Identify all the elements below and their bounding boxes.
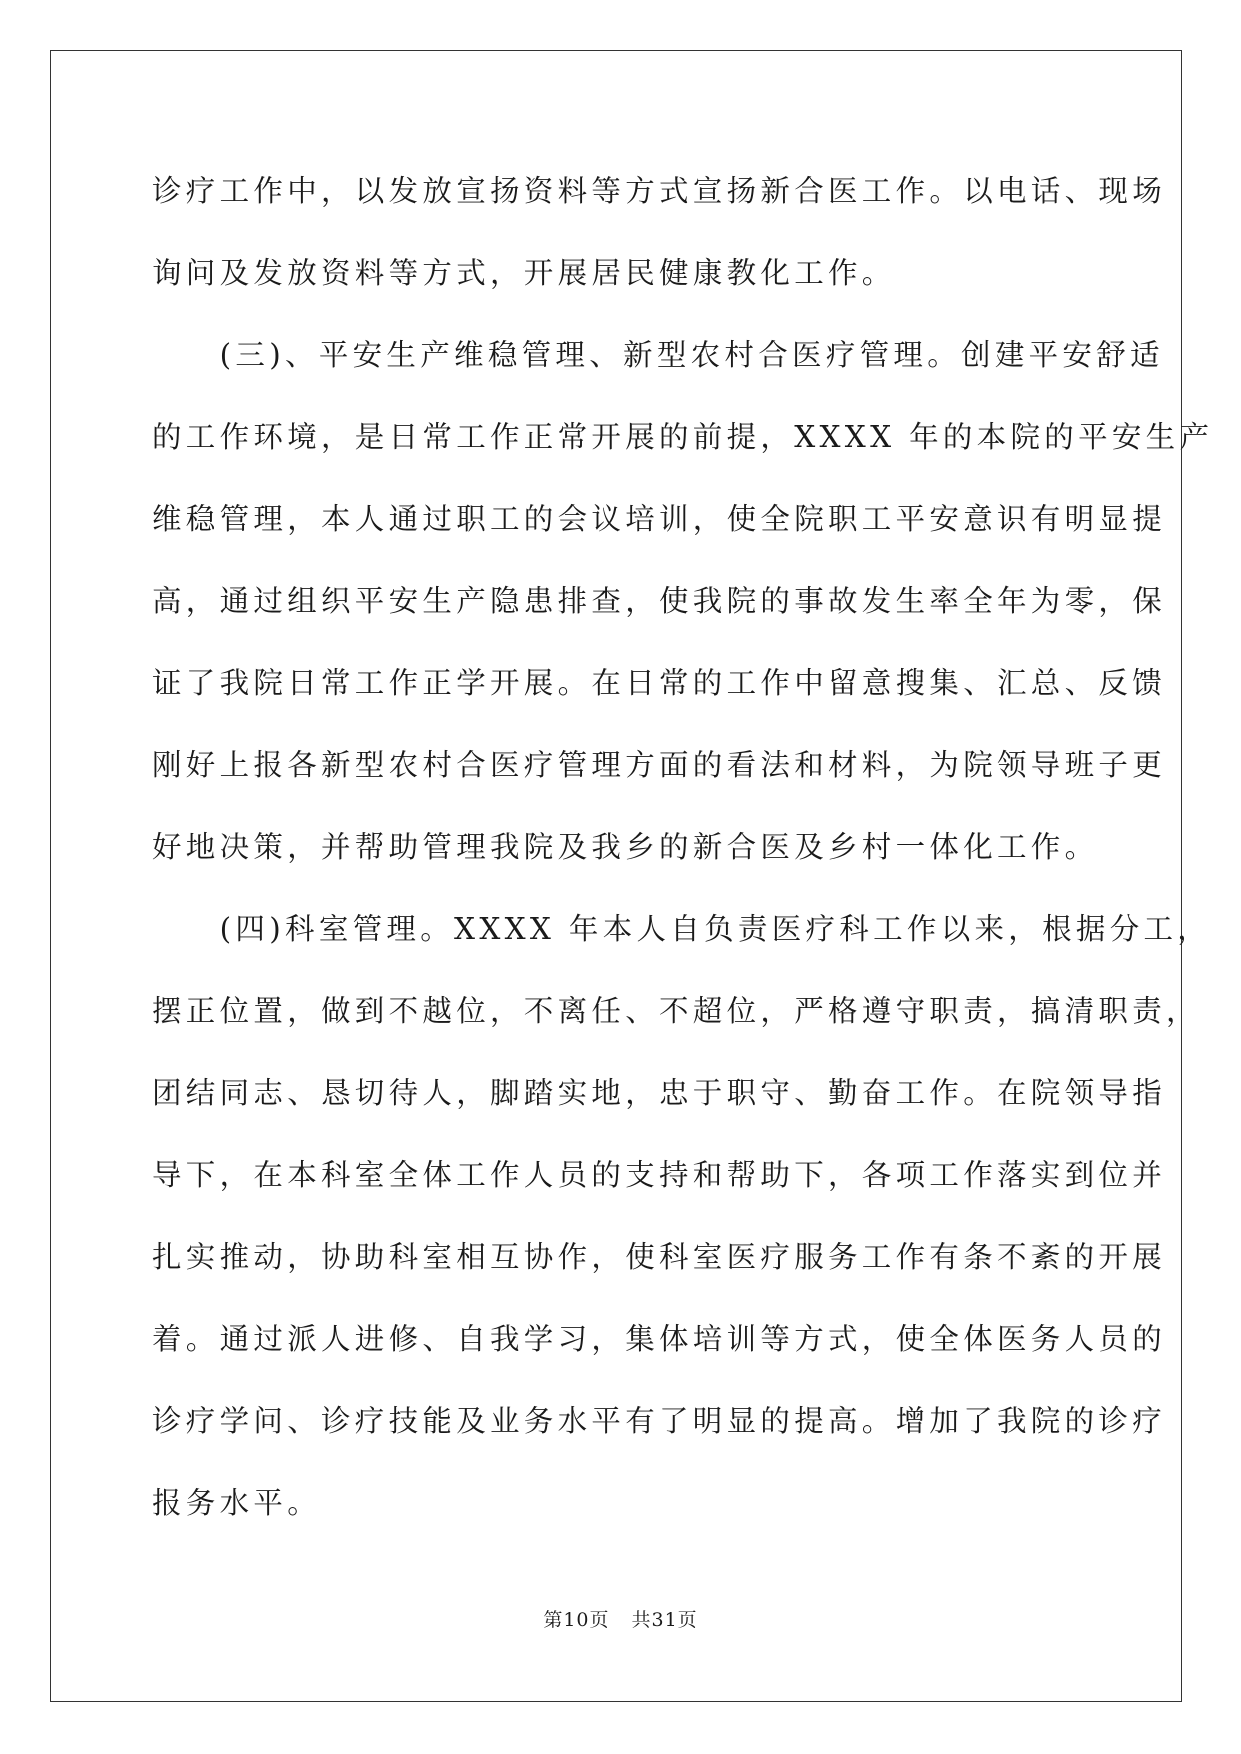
page-number-total: 共31页: [631, 1609, 698, 1631]
text-line: 诊疗工作中，以发放宣扬资料等方式宣扬新合医工作。以电话、现场: [152, 174, 1167, 208]
text-line: 报务水平。: [152, 1486, 322, 1520]
text-line: (四)科室管理。XXXX 年本人自负责医疗科工作以来，根据分工，: [152, 912, 1212, 946]
document-body: [152, 158, 1214, 1552]
page-footer: [0, 1605, 1241, 1632]
text-line: 询问及发放资料等方式，开展居民健康教化工作。: [152, 256, 896, 290]
text-line: 证了我院日常工作正学开展。在日常的工作中留意搜集、汇总、反馈: [152, 666, 1167, 700]
text-line: 摆正位置，做到不越位，不离任、不超位，严格遵守职责，搞清职责，: [152, 994, 1200, 1028]
text-line: 诊疗学问、诊疗技能及业务水平有了明显的提高。增加了我院的诊疗: [152, 1404, 1167, 1438]
text-line: (三)、平安生产维稳管理、新型农村合医疗管理。创建平安舒适: [152, 338, 1164, 372]
text-line: 高，通过组织平安生产隐患排查，使我院的事故发生率全年为零，保: [152, 584, 1167, 618]
text-line: 的工作环境，是日常工作正常开展的前提，XXXX 年的本院的平安生产: [152, 420, 1214, 454]
text-line: 好地决策，并帮助管理我院及我乡的新合医及乡村一体化工作。: [152, 830, 1099, 864]
page-number-current: 第10页: [543, 1609, 610, 1631]
text-line: 着。通过派人进修、自我学习，集体培训等方式，使全体医务人员的: [152, 1322, 1167, 1356]
text-line: 扎实推动，协助科室相互协作，使科室医疗服务工作有条不紊的开展: [152, 1240, 1167, 1274]
text-line: 导下，在本科室全体工作人员的支持和帮助下，各项工作落实到位并: [152, 1158, 1167, 1192]
text-line: 维稳管理，本人通过职工的会议培训，使全院职工平安意识有明显提: [152, 502, 1167, 536]
text-line: 团结同志、恳切待人，脚踏实地，忠于职守、勤奋工作。在院领导指: [152, 1076, 1167, 1110]
text-line: 刚好上报各新型农村合医疗管理方面的看法和材料，为院领导班子更: [152, 748, 1167, 782]
